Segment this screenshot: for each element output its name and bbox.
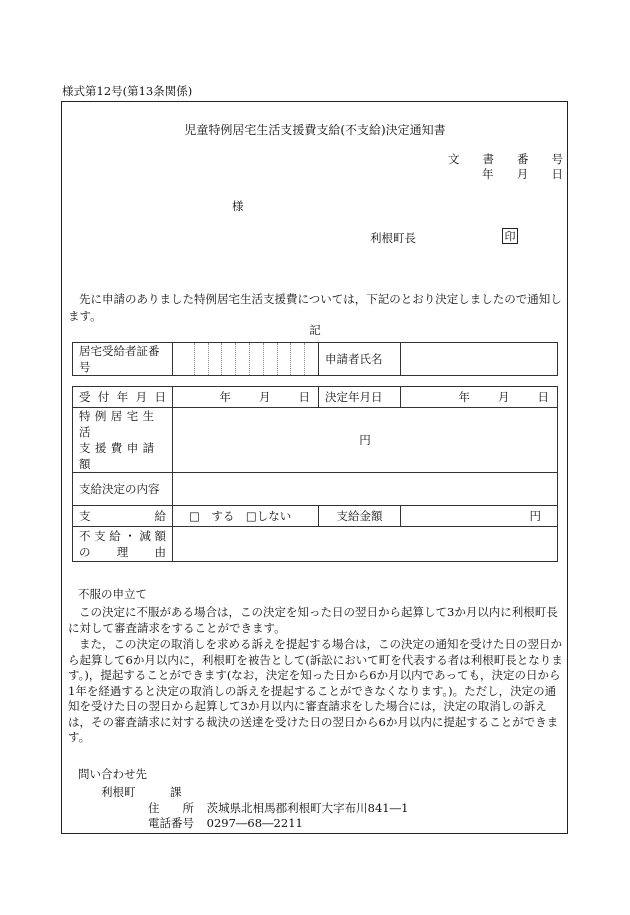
contact-phone (148, 818, 303, 830)
issuer-name: 利根町長 (370, 231, 416, 245)
address-label: 住 所 (148, 801, 194, 815)
reason-label: 不 支 給 ・ 減 額 の 理 由 (73, 527, 173, 562)
document-title: 児童特例居宅生活支援費支給(不支給)決定通知書 (184, 123, 446, 137)
table-row (73, 527, 558, 562)
appeal-title: 不服の申立て (78, 587, 147, 601)
phone-value: 0297―68―2211 (206, 816, 303, 830)
requested-amount-field[interactable] (173, 408, 558, 473)
cert-number-field[interactable] (173, 343, 319, 376)
address-value: 茨城県北相馬郡利根町大字布川841―1 (206, 801, 409, 815)
addressee-suffix: 様 (232, 199, 244, 213)
docno-char: 書 (482, 152, 494, 166)
appeal-paragraph-2: また，この決定の取消しを求める訴えを提起する場合は，この決定の通知を受けた日の翌日から起算して6か月以内に，利根町を被告として(訴訟において町を代表する者は利根町長となります。)，提起することができます(なお，決定を知った日から6か月以内であっても，決定の日から1年を経過すると決定の取消しの訴えを提起することができなくなります。)。ただし，決定の通知を受けた日の翌日から起算して3か月以内に審査請求をした場合には，決定の取消しの訴えは，その審査請求に対する裁決の送達を受けた日の翌日から6か月以内に提起することができます。 (68, 637, 563, 744)
applicant-name-field[interactable] (401, 343, 558, 376)
yen-unit: 円 (529, 509, 541, 523)
appeal-paragraph-1: この決定に不服がある場合は，この決定を知った日の翌日から起算して3か月以内に利根町長に対して審査請求をすることができます。 (68, 605, 558, 635)
contact-address (148, 803, 408, 815)
date-month: 月 (516, 167, 529, 181)
decision-content-label: 支給決定の内容 (73, 473, 173, 506)
requested-amount-label: 特例居宅生活 支援費申請額 (73, 408, 173, 473)
intro-paragraph: 先に申請のありました特例居宅生活支援費については，下記のとおり決定しましたので通知します。 (68, 292, 562, 323)
decision-content-field[interactable] (173, 473, 558, 506)
payment-amount-label: 支給金額 (319, 506, 401, 527)
table-row (73, 408, 558, 473)
decision-table (72, 386, 558, 562)
received-date-field[interactable]: 年 月 日 (173, 387, 319, 408)
applicant-table (72, 342, 558, 376)
form-number-label: 様式第12号(第13条関係) (62, 84, 193, 98)
seal-mark: 印 (502, 228, 518, 244)
contact-title: 問い合わせ先 (78, 767, 147, 781)
docno-char: 番 (517, 152, 529, 166)
table-row (73, 473, 558, 506)
decision-date-field[interactable]: 年 月 日 (401, 387, 558, 408)
reason-field[interactable] (173, 527, 558, 562)
applicant-name-label: 申請者氏名 (319, 343, 401, 376)
table-row (73, 506, 558, 527)
date-year: 年 (482, 167, 494, 181)
contact-department: 利根町 課 (101, 785, 182, 799)
received-date-label: 受 付 年 月 日 (73, 387, 173, 408)
document-number-line (448, 154, 563, 166)
table-row (73, 387, 558, 408)
ki-heading: 記 (309, 323, 321, 337)
phone-label: 電話番号 (148, 816, 194, 830)
payment-label: 支 給 (73, 506, 173, 527)
docno-char: 文 (448, 152, 460, 166)
decision-date-label: 決定年月日 (319, 387, 401, 408)
payment-options[interactable]: □ する □しない (173, 506, 319, 527)
document-date-line (482, 169, 563, 181)
cert-number-label: 居宅受給者証番号 (73, 343, 173, 376)
payment-amount-field[interactable] (401, 506, 558, 527)
yen-unit: 円 (359, 433, 371, 447)
table-row (73, 343, 558, 376)
date-day: 日 (551, 167, 563, 181)
docno-char: 号 (551, 152, 563, 166)
